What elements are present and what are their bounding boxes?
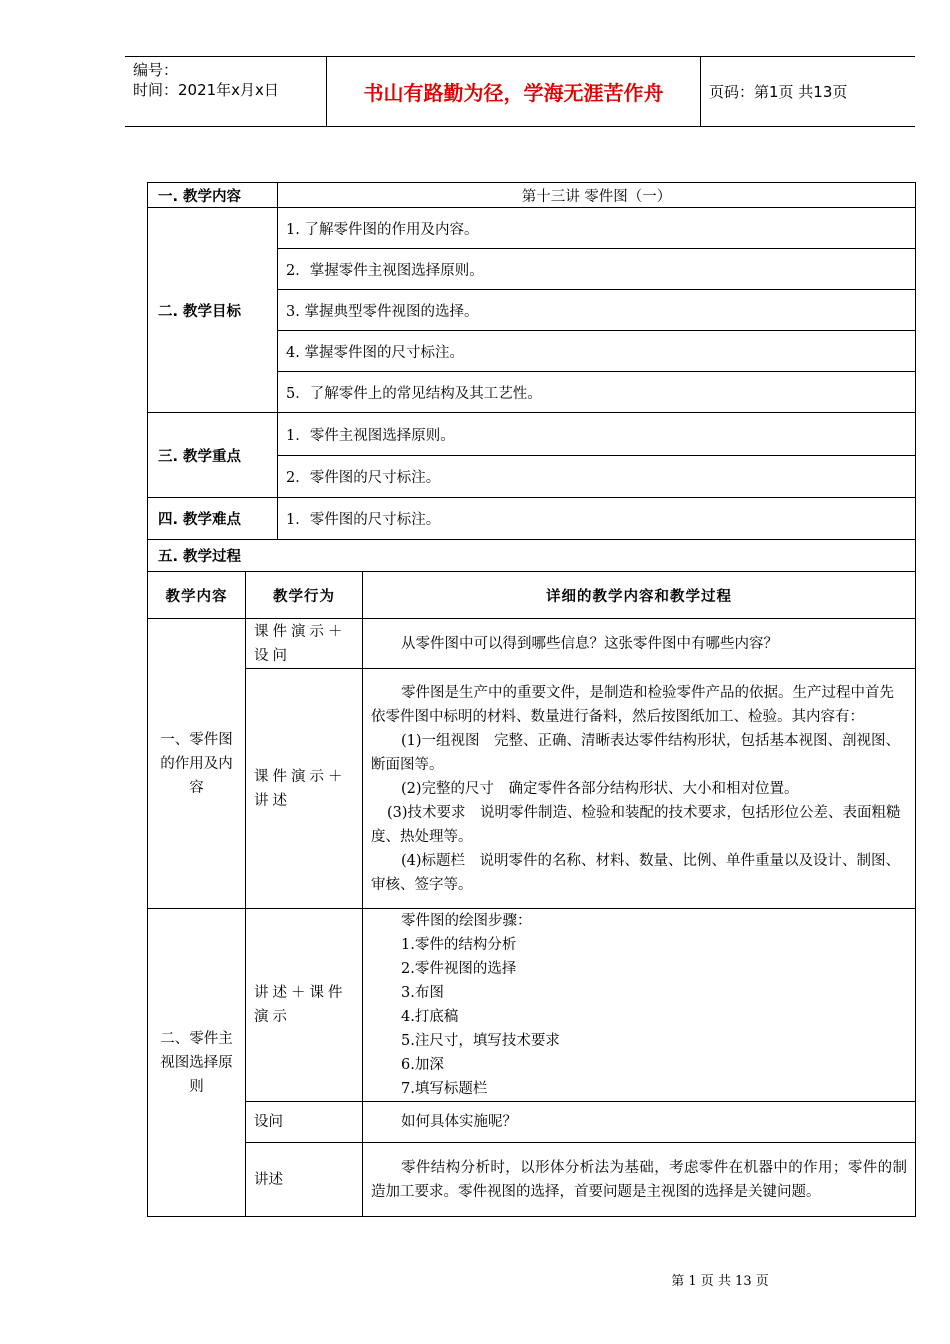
detail-cell: 从零件图中可以得到哪些信息？这张零件图中有哪些内容？ [363, 619, 916, 669]
detail-line: 7.填写标题栏 [401, 1081, 488, 1097]
detail-line: 零件图的绘图步骤： [401, 913, 532, 929]
page-footer: 第 1 页 共 13 页 [671, 1274, 769, 1289]
action-cell: 讲述＋课件演示 [246, 909, 363, 1102]
section-content-value: 第十三讲 零件图（一） [278, 183, 916, 208]
column-header-detail: 详细的教学内容和教学过程 [363, 572, 916, 619]
action-cell: 课件演示＋讲述 [246, 669, 363, 909]
action-cell: 课件演示＋设问 [246, 619, 363, 669]
detail-paragraph: 零件图是生产中的重要文件，是制造和检验零件产品的依据。生产过程中首先依零件图中标明的材料、数量进行备料，然后按图纸加工、检验。其内容有： [371, 684, 894, 725]
detail-line: 2.零件视图的选择 [401, 961, 517, 977]
lesson-plan-table [147, 182, 916, 1217]
detail-cell [363, 909, 916, 1102]
action-cell: 设问 [246, 1102, 363, 1143]
detail-paragraph: (1)一组视图 完整、正确、清晰表达零件结构形状，包括基本视图、剖视图、断面图等。 [371, 732, 901, 773]
topic-cell: 一、零件图的作用及内容 [148, 619, 246, 909]
detail-line: 5.注尺寸，填写技术要求 [401, 1033, 560, 1049]
section-goals-label: 二. 教学目标 [148, 208, 278, 413]
topic-cell: 二、零件主视图选择原则 [148, 909, 246, 1217]
section-process-label: 五. 教学过程 [148, 540, 916, 572]
detail-line: 3.布图 [401, 985, 444, 1001]
difficulty-item: 1．零件图的尺寸标注。 [278, 498, 916, 540]
header-page-number: 页码：第1页 共13页 [709, 83, 848, 101]
detail-cell: 零件结构分析时，以形体分析法为基础，考虑零件在机器中的作用；零件的制造加工要求。零件视图的选择，首要问题是主视图的选择是关键问题。 [363, 1143, 916, 1217]
goal-item: 2．掌握零件主视图选择原则。 [278, 249, 916, 290]
section-key-label: 三. 教学重点 [148, 413, 278, 498]
detail-line: 6.加深 [401, 1057, 444, 1073]
goal-item: 4. 掌握零件图的尺寸标注。 [278, 331, 916, 372]
header-info [133, 60, 279, 100]
column-header-action: 教学行为 [246, 572, 363, 619]
section-content-label: 一. 教学内容 [148, 183, 278, 208]
action-cell: 讲述 [246, 1143, 363, 1217]
detail-paragraph: (4)标题栏 说明零件的名称、材料、数量、比例、单件重量以及设计、制图、审核、签字等。 [371, 852, 901, 893]
detail-line: 4.打底稿 [401, 1009, 459, 1025]
time-label: 时间：2021年x月x日 [133, 81, 279, 99]
detail-cell: 如何具体实施呢？ [363, 1102, 916, 1143]
detail-line: 1.零件的结构分析 [401, 937, 517, 953]
goal-item: 3. 掌握典型零件视图的选择。 [278, 290, 916, 331]
page-header [125, 56, 915, 127]
detail-paragraph: (3)技术要求 说明零件制造、检验和装配的技术要求，包括形位公差、表面粗糙度、热处理等。 [371, 804, 901, 845]
key-point-item: 2．零件图的尺寸标注。 [278, 456, 916, 498]
key-point-item: 1．零件主视图选择原则。 [278, 413, 916, 456]
section-difficulty-label: 四. 教学难点 [148, 498, 278, 540]
header-motto: 书山有路勤为径，学海无涯苦作舟 [363, 81, 664, 105]
goal-item: 5．了解零件上的常见结构及其工艺性。 [278, 372, 916, 413]
detail-cell [363, 669, 916, 909]
detail-paragraph: (2)完整的尺寸 确定零件各部分结构形状、大小和相对位置。 [401, 780, 799, 797]
goal-item: 1. 了解零件图的作用及内容。 [278, 208, 916, 249]
code-label: 编号： [133, 61, 179, 79]
header-divider [700, 57, 701, 126]
column-header-content: 教学内容 [148, 572, 246, 619]
